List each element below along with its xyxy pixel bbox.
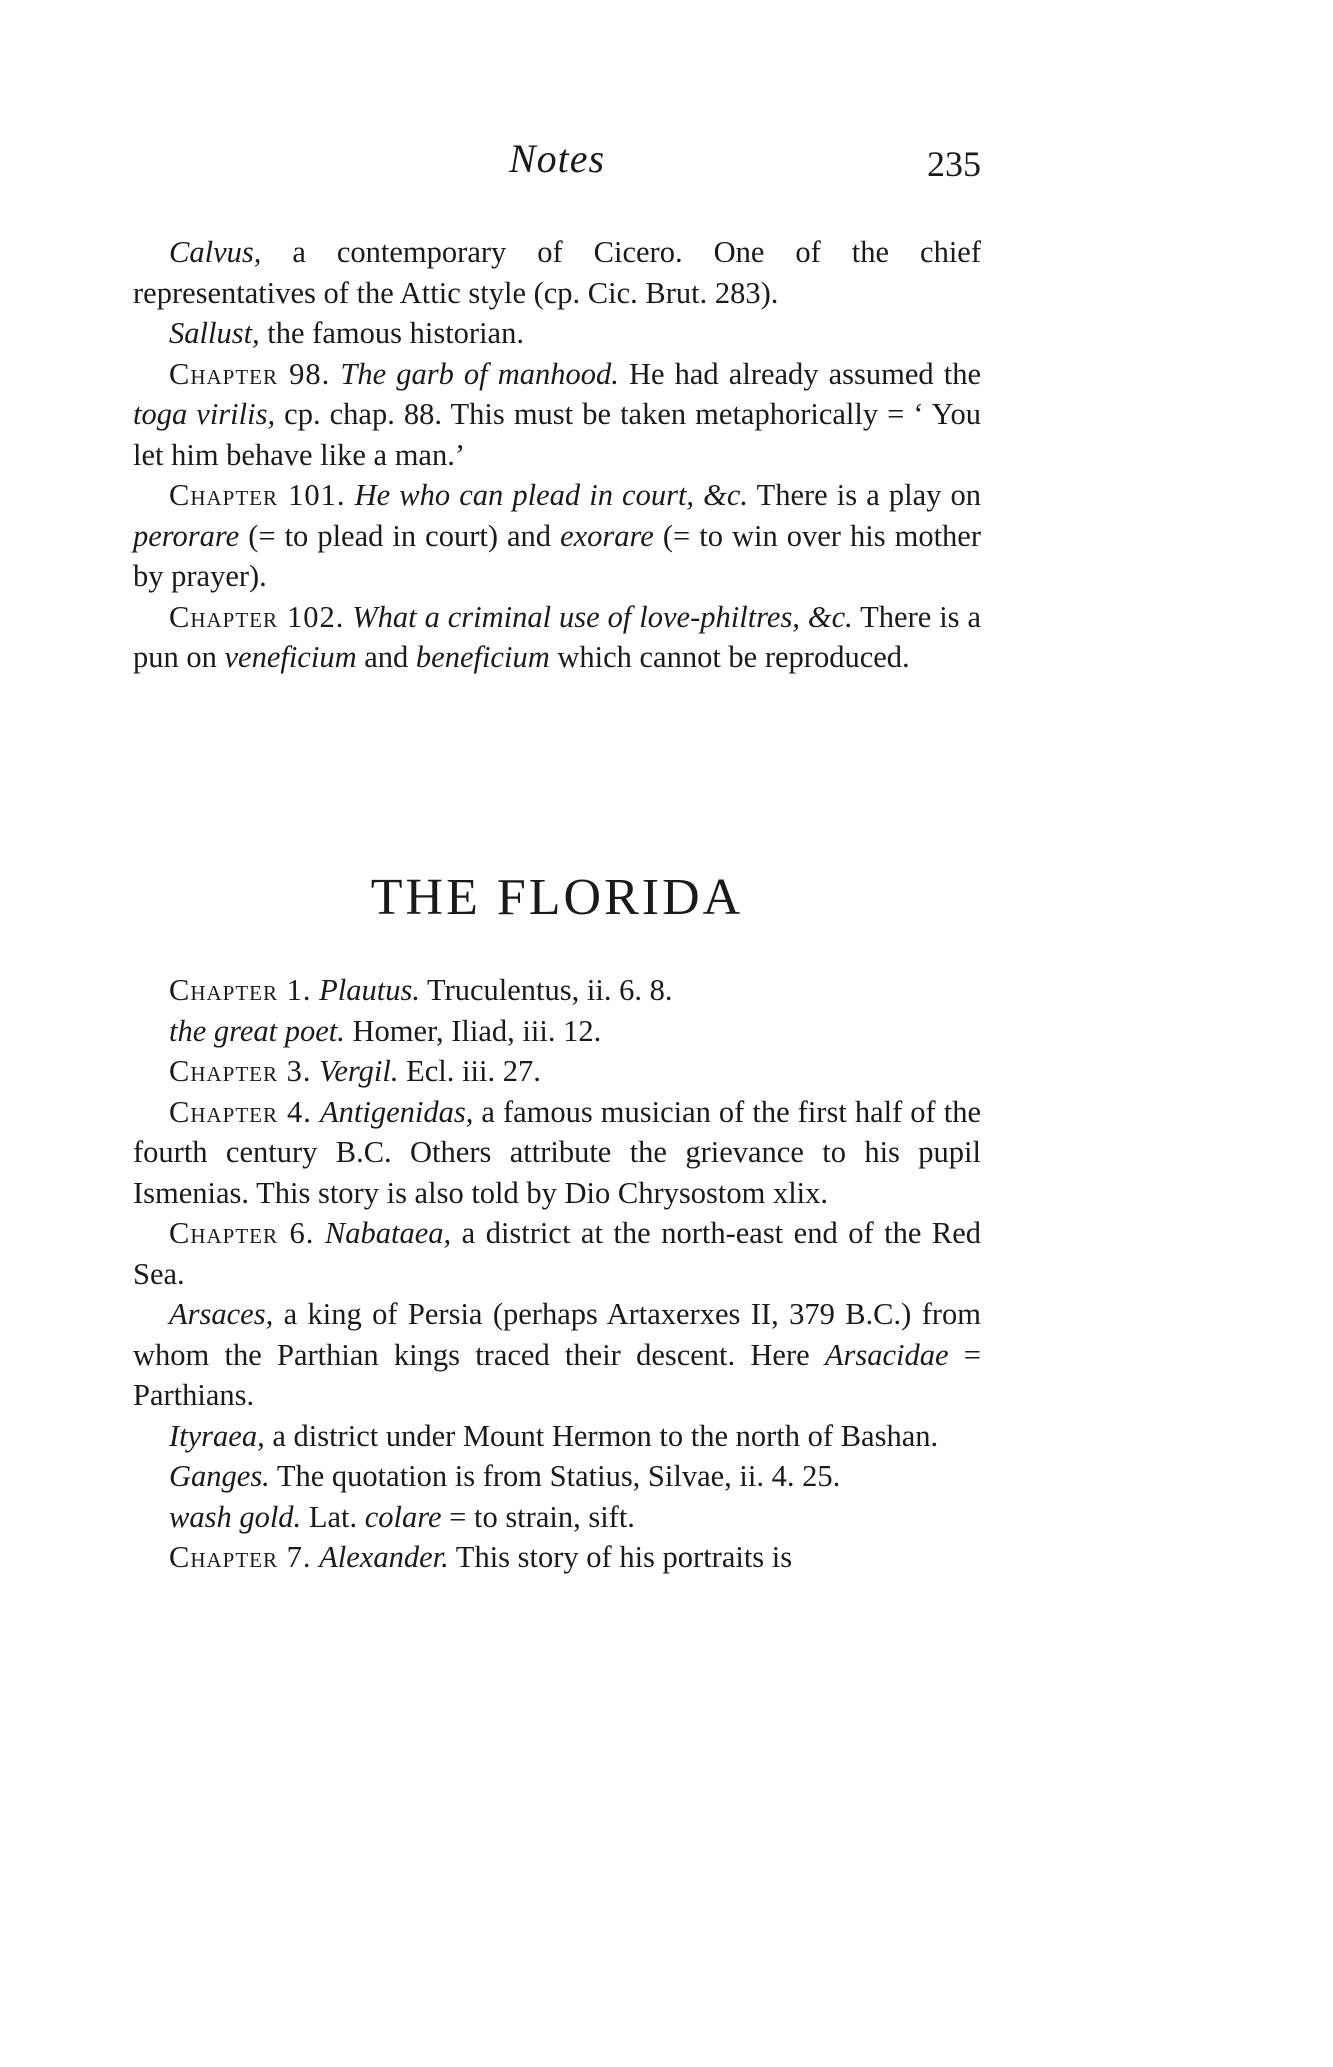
- note-text: There is a pun on: [133, 599, 982, 674]
- note-ityraea: [133, 1416, 981, 1457]
- note-chapter-102: [133, 597, 981, 678]
- page-header: [133, 135, 981, 195]
- note-lead: He who can plead in court, &c.: [354, 478, 749, 512]
- note-lead: What a criminal use of love-philtres, &c.: [352, 599, 853, 634]
- note-term: colare: [364, 1499, 442, 1534]
- page-number: 235: [927, 144, 981, 184]
- note-text: a district under Mount Hermon to the north of Bashan.: [264, 1418, 939, 1453]
- note-text: This story of his portraits is: [448, 1540, 793, 1574]
- note-text: Ecl. iii. 27.: [398, 1054, 541, 1088]
- note-lead: Antigenidas,: [319, 1094, 474, 1129]
- chapter-label: Chapter 3.: [169, 1054, 312, 1088]
- note-text: The quotation is from Statius, Silvae, ii. 4. 25.: [269, 1459, 841, 1493]
- note-term: Arsacidae: [824, 1337, 949, 1372]
- section-title: THE FLORIDA: [370, 869, 744, 926]
- note-florida-chapter-4: [133, 1092, 981, 1214]
- note-text: = to strain, sift.: [441, 1499, 635, 1534]
- note-lead: the great poet.: [169, 1013, 345, 1048]
- note-lead: wash gold.: [169, 1499, 302, 1534]
- note-lead: Arsaces,: [169, 1297, 274, 1331]
- note-arsaces: [133, 1294, 981, 1416]
- note-lead: Calvus,: [169, 235, 262, 269]
- note-text: There is a play on: [748, 478, 982, 512]
- chapter-label: Chapter 4.: [169, 1094, 312, 1129]
- note-text: a king of Persia (perhaps Artaxerxes II, 379 B.C.) from whom the Parthian kings traced their descent. Here: [133, 1297, 981, 1372]
- note-term: beneficium: [415, 640, 550, 674]
- chapter-label: Chapter 101.: [169, 478, 346, 512]
- note-lead: Ityraea,: [169, 1418, 265, 1453]
- note-lead: Alexander.: [319, 1540, 449, 1574]
- note-text: a famous musician of the first half of the fourth century B.C. Others attribute the grievance to his pupil Ismenias. This story is also told by Dio Chrysostom xlix.: [133, 1094, 982, 1210]
- note-florida-chapter-6: [133, 1213, 981, 1294]
- note-term: toga virilis,: [133, 397, 276, 431]
- note-text: (= to plead in court) and: [239, 518, 561, 553]
- note-text: and: [356, 640, 416, 674]
- note-text: = Parthians.: [133, 1337, 982, 1412]
- chapter-label: Chapter 1.: [169, 973, 312, 1007]
- note-term: perorare: [133, 518, 240, 553]
- note-lead: Ganges.: [169, 1459, 270, 1493]
- note-text: He had already assumed the: [618, 356, 982, 391]
- note-lead: Sallust,: [169, 316, 260, 350]
- note-text: which cannot be reproduced.: [549, 640, 910, 674]
- chapter-label: Chapter 98.: [169, 356, 331, 391]
- note-florida-chapter-1: [133, 970, 981, 1011]
- note-lead: The garb of manhood.: [340, 356, 619, 391]
- notes-block-florida: [133, 970, 981, 1578]
- note-text: cp. chap. 88. This must be taken metaphorically = ‘ You let him behave like a man.’: [133, 397, 981, 472]
- note-wash-gold: [133, 1497, 981, 1538]
- note-term: veneficium: [224, 640, 357, 674]
- chapter-label: Chapter 6.: [169, 1216, 315, 1250]
- note-text: Truculentus, ii. 6. 8.: [419, 973, 673, 1007]
- note-sallust: [133, 313, 981, 354]
- notes-block-top: [133, 232, 981, 678]
- note-text: Homer, Iliad, iii. 12.: [344, 1013, 602, 1048]
- note-text: Lat.: [301, 1499, 365, 1534]
- note-text: a district at the north-east end of the Red Sea.: [133, 1216, 982, 1291]
- note-lead: Nabataea,: [324, 1216, 452, 1250]
- note-text: a contemporary of Cicero. One of the chief representatives of the Attic style (cp. Cic. Brut. 283).: [133, 235, 981, 310]
- note-chapter-101: [133, 475, 981, 597]
- note-lead: Vergil.: [319, 1054, 399, 1088]
- note-text: the famous historian.: [259, 316, 524, 350]
- note-great-poet: [133, 1011, 981, 1052]
- note-florida-chapter-3: [133, 1051, 981, 1092]
- note-lead: Plautus.: [319, 973, 420, 1007]
- chapter-label: Chapter 7.: [169, 1540, 312, 1574]
- chapter-label: Chapter 102.: [169, 599, 345, 634]
- note-term: exorare: [560, 518, 654, 553]
- note-calvus: [133, 232, 981, 313]
- running-title: Notes: [508, 136, 606, 181]
- note-ganges: [133, 1456, 981, 1497]
- note-chapter-98: [133, 354, 981, 476]
- note-text: (= to win over his mother by prayer).: [133, 518, 982, 593]
- note-florida-chapter-7: [133, 1537, 981, 1578]
